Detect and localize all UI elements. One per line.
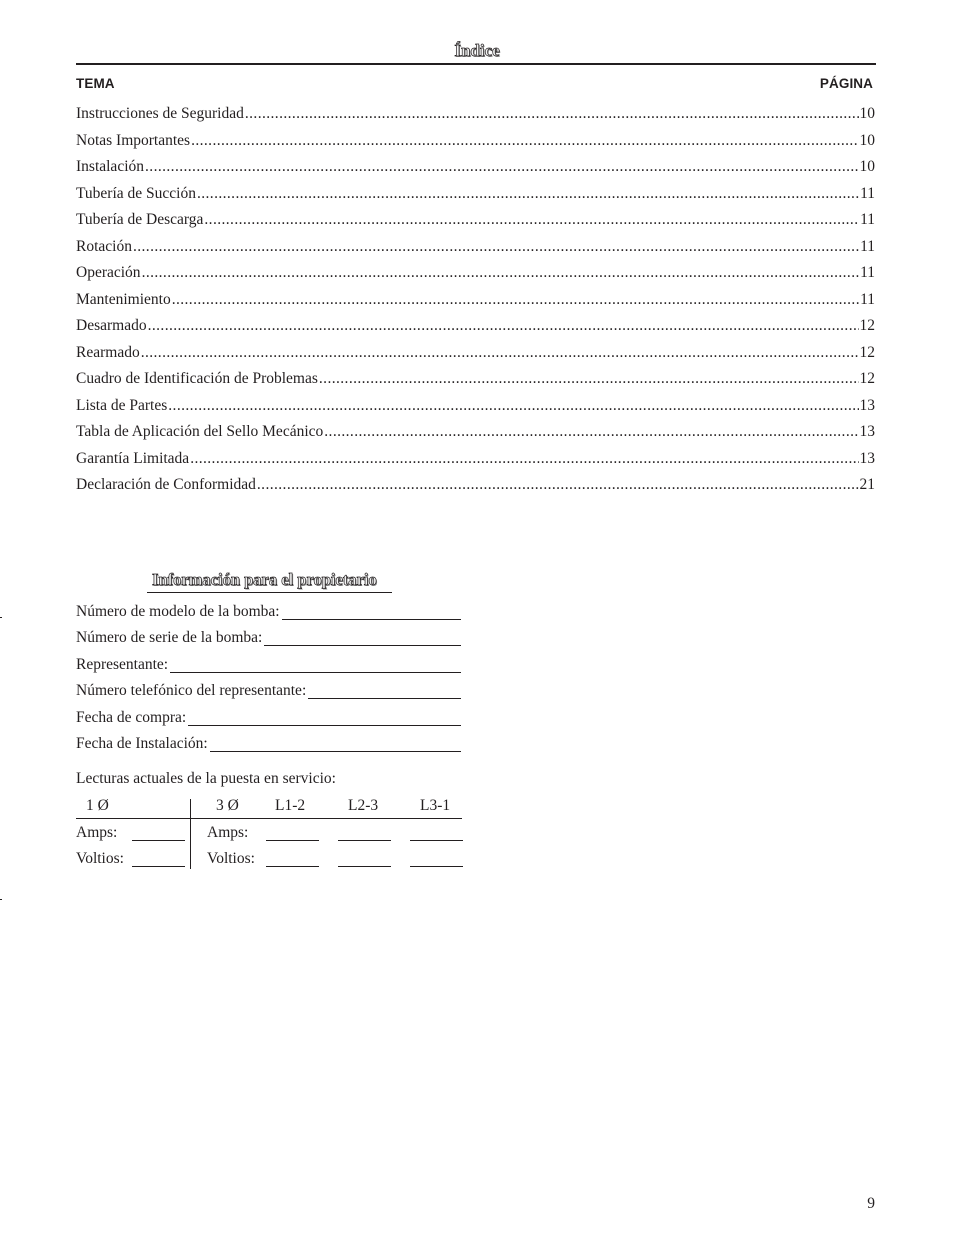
- toc-entry-page: 10: [859, 158, 875, 175]
- toc-leader-dots: [257, 475, 859, 495]
- toc-entry-page: 11: [860, 238, 875, 255]
- toc-entry-label: Operación: [76, 264, 141, 281]
- purchase-date-field: [76, 708, 461, 728]
- toc-entry-page: 12: [859, 370, 875, 387]
- toc-leader-dots: [133, 237, 859, 257]
- amps-l3-1-line[interactable]: [410, 840, 463, 841]
- toc-entry-label: Rearmado: [76, 344, 140, 361]
- toc-entry-page: 10: [859, 105, 875, 122]
- toc-entry-label: Tubería de Descarga: [76, 211, 204, 228]
- toc-entry-label: Instrucciones de Seguridad: [76, 105, 244, 122]
- phase-col-l3-1: L3-1: [420, 797, 451, 814]
- single-phase-header: 1 Ø: [86, 797, 109, 814]
- toc-entry: [76, 396, 875, 416]
- field-label: Número de serie de la bomba:: [76, 629, 263, 646]
- toc-leader-dots: [324, 422, 858, 442]
- toc-entry: [76, 316, 875, 336]
- field-label: Fecha de compra:: [76, 709, 187, 726]
- toc-leader-dots: [168, 396, 858, 416]
- readings-title: Lecturas actuales de la puesta en servicio:: [76, 770, 336, 787]
- representative-phone-field: [76, 681, 461, 701]
- pump-model-input-line[interactable]: [282, 604, 461, 620]
- toc-entry: [76, 449, 875, 469]
- three-phase-volts-label: Voltios:: [207, 850, 255, 867]
- toc-entry-label: Instalación: [76, 158, 145, 175]
- field-label: Número telefónico del representante:: [76, 682, 307, 699]
- toc-entry-page: 13: [859, 423, 875, 440]
- toc-entry-page: 12: [859, 344, 875, 361]
- pump-serial-field: [76, 628, 461, 648]
- amps-l2-3-line[interactable]: [338, 840, 391, 841]
- toc-entry-label: Desarmado: [76, 317, 147, 334]
- owner-info-underline: [147, 592, 392, 593]
- toc-entry: [76, 237, 875, 257]
- representative-phone-input-line[interactable]: [308, 683, 461, 699]
- toc-entry: [76, 422, 875, 442]
- toc-leader-dots: [142, 263, 860, 283]
- owner-info-title: Información para el propietario: [152, 570, 377, 589]
- field-label: Número de modelo de la bomba:: [76, 603, 280, 620]
- toc-entry-label: Garantía Limitada: [76, 450, 190, 467]
- single-phase-amps-line[interactable]: [132, 840, 185, 841]
- toc-entry-label: Rotación: [76, 238, 132, 255]
- readings-column-divider: [190, 799, 191, 869]
- representative-field: [76, 655, 461, 675]
- toc-entry-label: Lista de Partes: [76, 397, 168, 414]
- toc-leader-dots: [245, 104, 859, 124]
- toc-entry: [76, 263, 875, 283]
- pump-serial-input-line[interactable]: [264, 630, 461, 646]
- representative-input-line[interactable]: [170, 657, 461, 673]
- toc-entry-label: Tubería de Succión: [76, 185, 196, 202]
- toc-entry-label: Mantenimiento: [76, 291, 171, 308]
- volts-l2-3-line[interactable]: [338, 866, 391, 867]
- single-phase-amps-label: Amps:: [76, 824, 118, 841]
- toc-entry-page: 21: [859, 476, 875, 493]
- phase-col-l1-2: L1-2: [275, 797, 306, 814]
- toc-entry: [76, 184, 875, 204]
- toc-entry: [76, 210, 875, 230]
- volts-l3-1-line[interactable]: [410, 866, 463, 867]
- toc-leader-dots: [172, 290, 859, 310]
- toc-entry-page: 13: [859, 397, 875, 414]
- toc-entry: [76, 475, 875, 495]
- field-label: Fecha de Instalación:: [76, 735, 208, 752]
- toc-entry-label: Cuadro de Identificación de Problemas: [76, 370, 318, 387]
- page-number: 9: [867, 1195, 875, 1212]
- title-divider: [76, 63, 876, 65]
- toc-entry: [76, 131, 875, 151]
- pump-model-field: [76, 602, 461, 622]
- readings-header-rule: [76, 818, 462, 819]
- toc-entry-page: 11: [860, 291, 875, 308]
- toc-entry-page: 11: [860, 185, 875, 202]
- three-phase-header: 3 Ø: [216, 797, 239, 814]
- toc-entry-label: Declaración de Conformidad: [76, 476, 256, 493]
- single-phase-volts-line[interactable]: [132, 866, 185, 867]
- toc-entry-page: 10: [859, 132, 875, 149]
- toc-leader-dots: [141, 343, 859, 363]
- toc-leader-dots: [148, 316, 859, 336]
- purchase-date-input-line[interactable]: [188, 710, 461, 726]
- installation-date-field: [76, 734, 461, 754]
- margin-tick-mark: [0, 899, 2, 900]
- field-label: Representante:: [76, 656, 169, 673]
- toc-entry: [76, 157, 875, 177]
- toc-leader-dots: [319, 369, 859, 389]
- phase-col-l2-3: L2-3: [348, 797, 379, 814]
- three-phase-amps-label: Amps:: [207, 824, 249, 841]
- toc-entry-page: 12: [859, 317, 875, 334]
- toc-leader-dots: [190, 449, 858, 469]
- toc-entry: [76, 104, 875, 124]
- page-title: Índice: [454, 41, 500, 60]
- margin-tick-mark: [0, 617, 2, 618]
- toc-entry: [76, 369, 875, 389]
- toc-entry: [76, 343, 875, 363]
- toc-entry-label: Notas Importantes: [76, 132, 191, 149]
- toc-entry: [76, 290, 875, 310]
- toc-entry-label: Tabla de Aplicación del Sello Mecánico: [76, 423, 324, 440]
- toc-column-topic: TEMA: [76, 76, 115, 91]
- single-phase-volts-label: Voltios:: [76, 850, 124, 867]
- toc-leader-dots: [145, 157, 858, 177]
- toc-entry-page: 11: [860, 264, 875, 281]
- toc-entry-page: 11: [860, 211, 875, 228]
- amps-l1-2-line[interactable]: [266, 840, 319, 841]
- toc-column-page: PÁGINA: [819, 76, 873, 91]
- toc-entry-page: 13: [859, 450, 875, 467]
- toc-leader-dots: [204, 210, 859, 230]
- volts-l1-2-line[interactable]: [266, 866, 319, 867]
- installation-date-input-line[interactable]: [210, 736, 461, 752]
- toc-leader-dots: [191, 131, 858, 151]
- toc-leader-dots: [197, 184, 859, 204]
